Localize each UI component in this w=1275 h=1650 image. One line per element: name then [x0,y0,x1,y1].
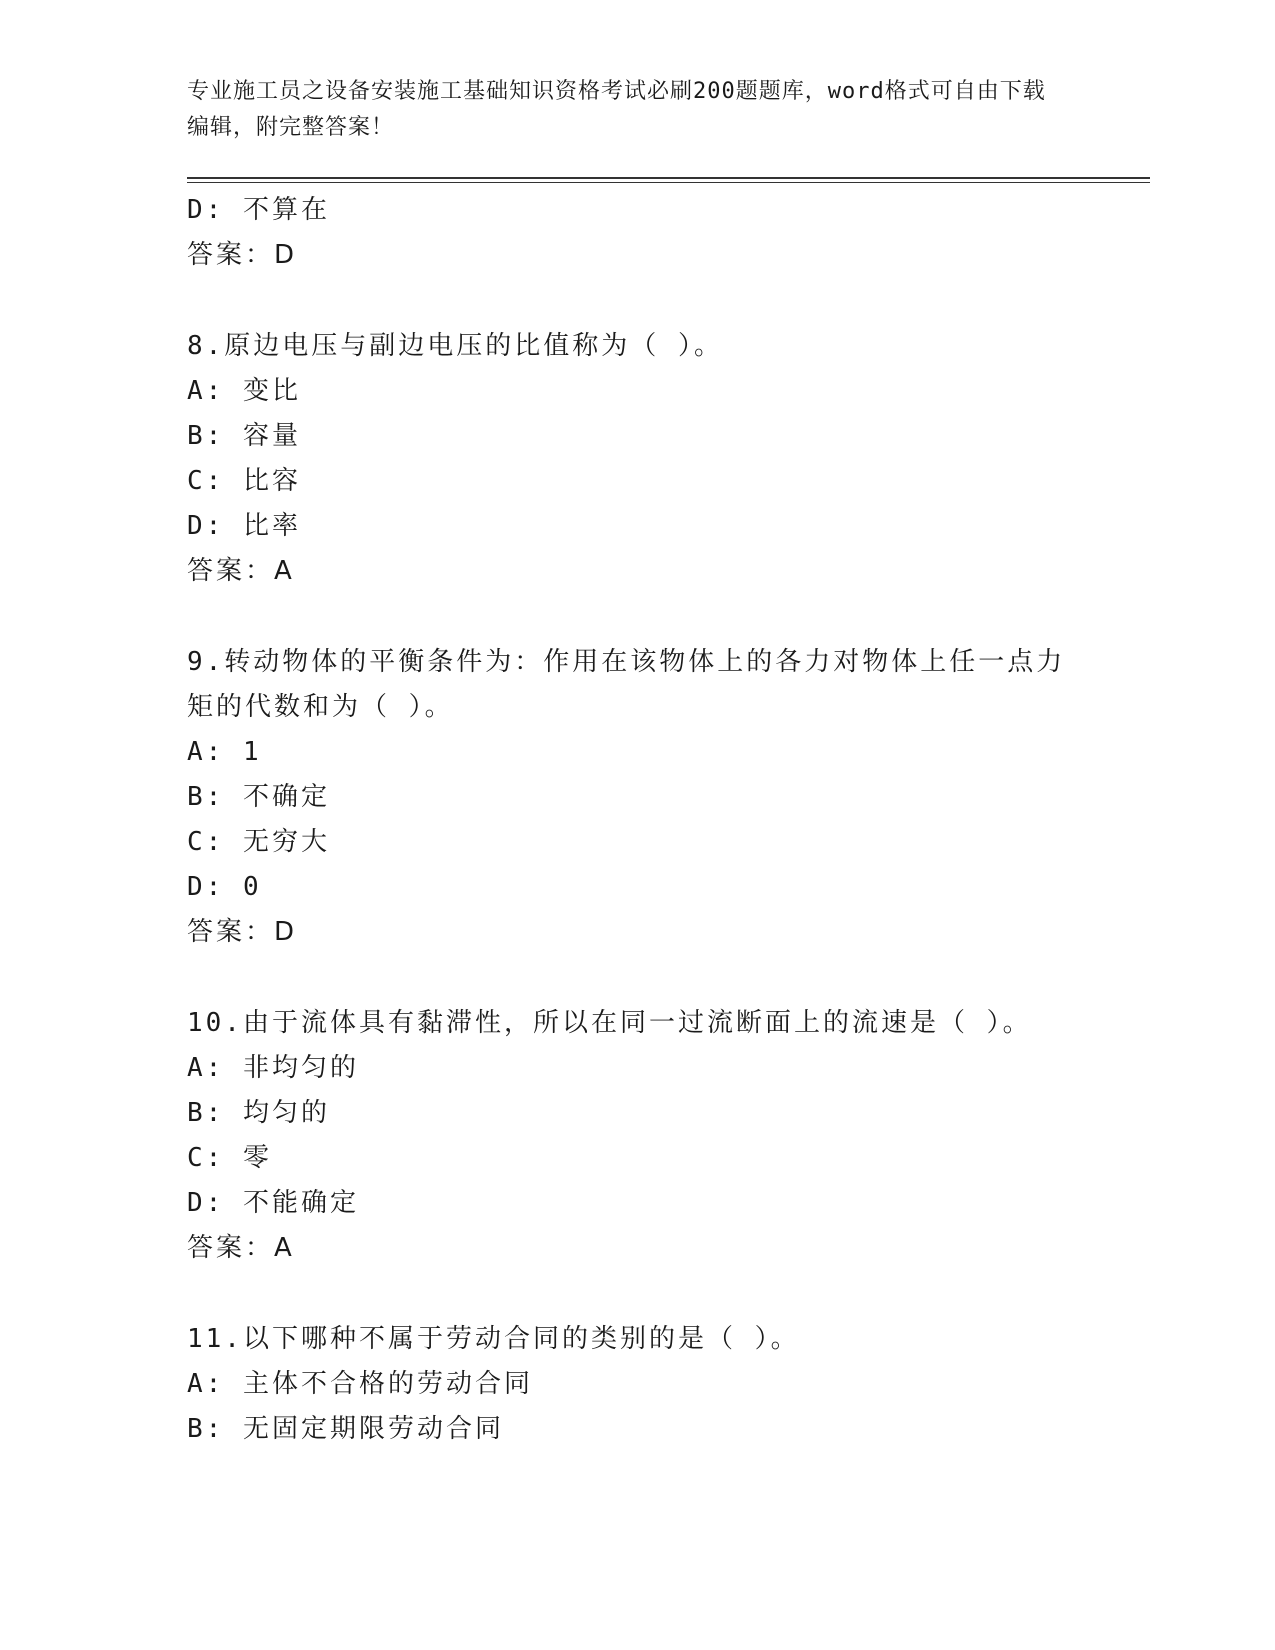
question-8-answer: 答案：A [187,556,295,586]
question-body [187,188,1087,1452]
option-d: D: 不算在 [187,195,330,225]
question-10-option-c: C: 零 [187,1143,272,1173]
question-8-option-a: A: 变比 [187,376,301,406]
question-9-text-line2: 矩的代数和为（ ）。 [187,692,454,722]
question-10-option-b: B: 均匀的 [187,1098,330,1128]
question-9-option-d: D: 0 [187,872,262,902]
question-9-text-line1: 9.转动物体的平衡条件为：作用在该物体上的各力对物体上任一点力 [187,647,1066,677]
question-8-option-c: C: 比容 [187,466,301,496]
question-8-option-d: D: 比率 [187,511,301,541]
question-9-option-a: A: 1 [187,737,262,767]
question-9-option-c: C: 无穷大 [187,827,330,857]
question-10-text: 10.由于流体具有黏滞性，所以在同一过流断面上的流速是（ ）。 [187,1008,1032,1038]
question-8-option-b: B: 容量 [187,421,301,451]
question-9-answer: 答案：D [187,917,298,947]
question-10-answer: 答案：A [187,1233,295,1263]
question-10-option-d: D: 不能确定 [187,1188,359,1218]
question-11-text: 11.以下哪种不属于劳动合同的类别的是（ ）。 [187,1324,800,1354]
header-rule-thick [187,177,1150,179]
document-header: 专业施工员之设备安装施工基础知识资格考试必刷200题题库，word格式可自由下载编辑，附完整答案！ [187,79,1046,140]
question-8-text: 8.原边电压与副边电压的比值称为（ ）。 [187,331,723,361]
question-9-option-b: B: 不确定 [187,782,330,812]
question-11-option-b: B: 无固定期限劳动合同 [187,1414,504,1444]
question-10-option-a: A: 非均匀的 [187,1053,359,1083]
question-11-option-a: A: 主体不合格的劳动合同 [187,1369,533,1399]
answer-text: 答案：D [187,240,298,270]
header-rule-thin [187,182,1150,183]
